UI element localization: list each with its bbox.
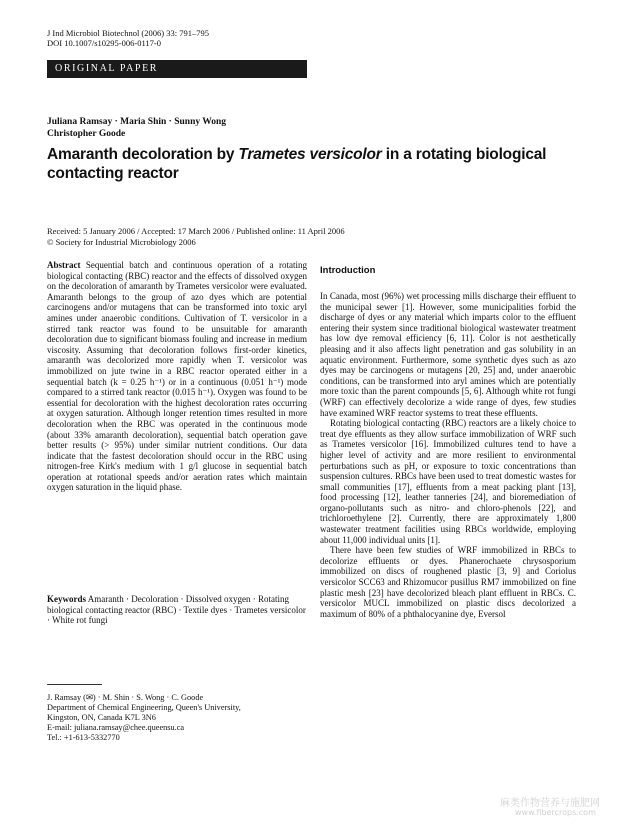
abstract-label: Abstract <box>47 260 81 270</box>
copyright-line: © Society for Industrial Microbiology 2006 <box>47 237 196 247</box>
affiliation-phone: Tel.: +1-613-5332770 <box>47 733 120 742</box>
abstract <box>47 260 307 493</box>
journal-volume-line: J Ind Microbiol Biotechnol (2006) 33: 791–795 <box>47 28 209 38</box>
doi-line: DOI 10.1007/s10295-006-0117-0 <box>47 38 161 48</box>
abstract-text: Sequential batch and continuous operation of a rotating biological contacting (RBC) reactor and the effects of dissolved oxygen on the decoloration of amaranth by Trametes versicolor were evaluated. Amaranth belongs to the group of azo dyes which are potential carcinogens and/or mutagens that can be transformed into toxic aryl amines under anaerobic conditions. Cultivation of T. versicolor in a stirred tank reactor was found to be unsuitable for amaranth decoloration due to significant biomass fouling and increase in medium viscosity. Assuming that decoloration follows first-order kinetics, amaranth was decolorized more rapidly when T. versicolor was immobilized on jute twine in a RBC reactor operated either in a sequential batch (k = 0.25 h⁻¹) or in a continuous (0.051 h⁻¹) mode compared to a stirred tank reactor (0.015 h⁻¹). Oxygen was found to be essential for decoloration with the highest decoloration rates occurring at oxygen saturation. Although longer retention times resulted in more decoloration when the RBC was operated in the continuous mode (about 33% amaranth decoloration), sequential batch operation gave better results (> 95%) under similar nutrient conditions. Our data indicate that the fastest decoloration should occur in the RBC using nitrogen-free Kirk's medium with 1 g/l glucose in sequential batch operation at rotational speeds and/or aeration rates which maintain oxygen saturation in the liquid phase. <box>47 260 307 493</box>
introduction-body <box>320 291 576 619</box>
watermark-url: www.fibercrops.com <box>515 808 596 817</box>
title-species: Trametes versicolor <box>238 146 382 163</box>
authors-line-2: Christopher Goode <box>47 129 126 139</box>
intro-paragraph-1: In Canada, most (96%) wet processing mills discharge their effluent to the municipal sewer [1]. However, some municipalities forbid the discharge of dyes or any material which imparts color to the effluent entering their system since traditional biological wastewater treatment has low dye removal efficiency [6, 11]. Color is not aesthetically pleasing and it also affects light penetration and gas solubility in an aquatic environment. Furthermore, some synthetic dyes such as azo dyes may be carcinogens or mutagens [20, 25] and, under anaerobic conditions, can be transformed into aryl amines which are potentially more toxic than the parent compounds [5, 6]. Although white rot fungi (WRF) can effectively decolorize a wide range of dyes, few studies have examined WRF reactor systems to treat these effluents. <box>320 291 576 418</box>
introduction-heading: Introduction <box>320 265 376 276</box>
keywords-text: Amaranth · Decoloration · Dissolved oxygen · Rotating biological contacting reactor (RBC) · Textile dyes · Trametes versicolor · White rot fungi <box>47 594 306 626</box>
affiliation-department: Department of Chemical Engineering, Queen's University, <box>47 703 241 712</box>
author-affiliation <box>47 693 307 743</box>
article-type-label: ORIGINAL PAPER <box>55 63 159 74</box>
intro-paragraph-2: Rotating biological contacting (RBC) reactors are a likely choice to treat dye effluents as they allow surface immobilization of WRF such as Trametes versicolor [16]. Immobilized cultures tend to have a higher level of activity and are more resilient to environmental perturbations such as pH, or exposure to toxic concentrations than suspension cultures. RBCs have been used to treat domestic wastes for small communities [17], effluents from a meat packing plant [13], food processing [12], leather tanneries [24], and bioremediation of organo-pollutants such as nitro- and chloro-phenols [22], and trichloroethylene [2]. Currently, there are approximately 1,800 wastewater treatment facilities using RBCs worldwide, employing about 11,000 individual units [1]. <box>320 418 576 545</box>
title-part-1: Amaranth decoloration by <box>47 146 239 163</box>
title-part-2: in a rotating biological contacting reactor <box>47 146 547 182</box>
intro-paragraph-3: There have been few studies of WRF immobilized in RBCs to decolorize effluents or dyes. Phanerochaete chrysosporium immobilized on discs of roughened plastic [3, 9] and Coriolus versicolor SCC63 and Rhizomucor pusillus RM7 immobilized on fine plastic mesh [23] have decolorized bleach plant effluent in RBCs. C. versicolor MUCL immobilized on plastic discs decolorized a maximum of 80% of a phthalocyanine dye, Eversol <box>320 545 576 619</box>
journal-citation <box>47 28 209 48</box>
publication-dates <box>47 226 607 248</box>
article-title <box>47 145 587 183</box>
keywords <box>47 594 307 626</box>
affiliation-address: Kingston, ON, Canada K7L 3N6 <box>47 713 156 722</box>
author-list <box>47 116 347 140</box>
authors-line-1: Juliana Ramsay · Maria Shin · Sunny Wong <box>47 117 227 127</box>
watermark-chinese: 麻类作物营养与施肥网 <box>500 798 600 809</box>
keywords-label: Keywords <box>47 594 86 604</box>
affiliation-names: J. Ramsay (✉) · M. Shin · S. Wong · C. Goode <box>47 693 204 702</box>
dates-line: Received: 5 January 2006 / Accepted: 17 March 2006 / Published online: 11 April 2006 <box>47 226 345 236</box>
footnote-divider <box>47 684 102 685</box>
article-type-banner <box>47 60 307 78</box>
affiliation-email[interactable]: E-mail: juliana.ramsay@chee.queensu.ca <box>47 723 185 732</box>
